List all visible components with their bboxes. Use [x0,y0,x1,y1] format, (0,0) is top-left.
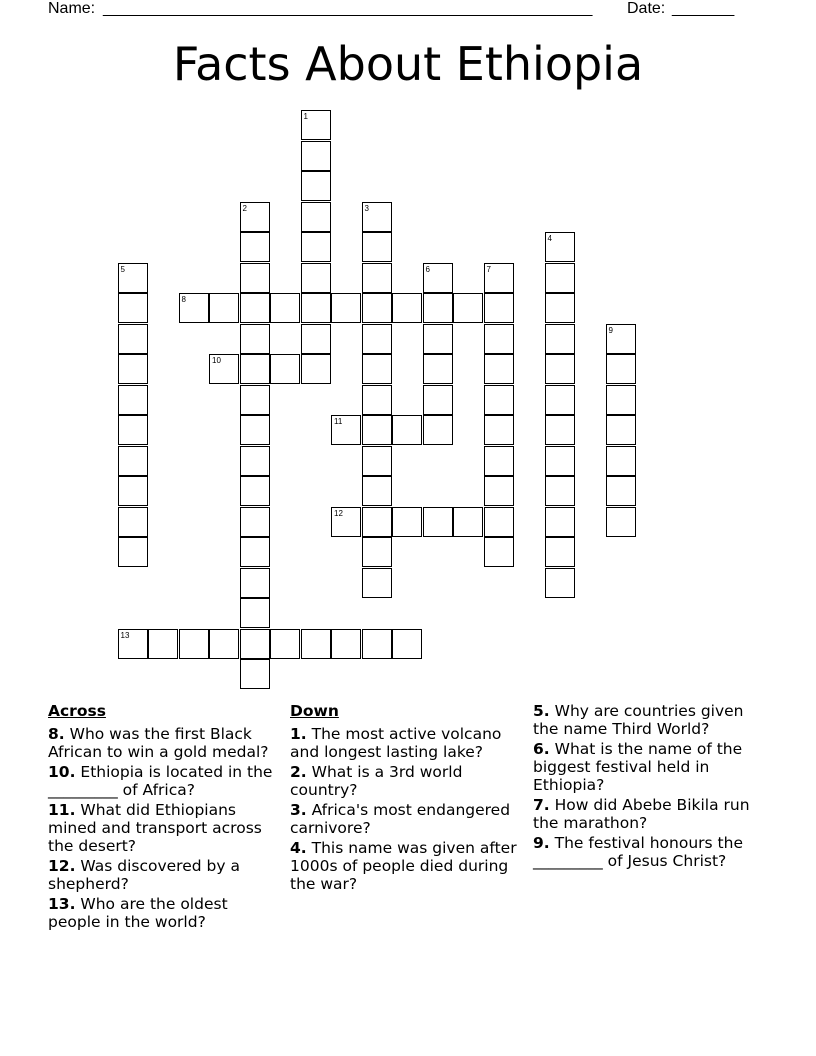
down-clues-continued [533,702,765,872]
page-title: Facts About Ethiopia [172,37,644,91]
crossword-cell[interactable] [118,354,148,384]
crossword-cell[interactable] [240,629,270,659]
crossword-cell[interactable] [606,476,636,506]
crossword-cell[interactable] [240,385,270,415]
clue-start-number: 3 [364,203,369,213]
crossword-cell[interactable] [484,507,514,537]
crossword-cell[interactable] [362,385,392,415]
clue-down-4 [290,839,522,893]
crossword-cell[interactable] [270,293,300,323]
clue-text: What is a 3rd world country? [290,763,463,799]
down-heading: Down [290,702,339,720]
crossword-cell[interactable] [301,324,331,354]
crossword-cell[interactable] [301,263,331,293]
crossword-cell[interactable] [362,568,392,598]
crossword-cell[interactable] [606,354,636,384]
clue-number: 4. [290,839,307,857]
clue-number: 3. [290,801,307,819]
crossword-cell[interactable] [118,537,148,567]
crossword-cell[interactable] [209,293,239,323]
crossword-cell[interactable] [362,415,392,445]
crossword-cell[interactable] [545,324,575,354]
crossword-cell[interactable] [545,415,575,445]
clue-start-number: 4 [547,234,552,243]
crossword-cell[interactable] [240,568,270,598]
clue-start-number: 13 [120,630,130,640]
clue-number: 11. [48,801,76,819]
crossword-cell[interactable] [484,415,514,445]
clue-text: Ethiopia is located in the _________ of Africa? [48,763,273,799]
crossword-cell[interactable] [545,446,575,476]
crossword-cell[interactable] [606,446,636,476]
crossword-cell[interactable] [484,446,514,476]
crossword-cell[interactable] [270,629,300,659]
crossword-cell[interactable] [301,202,331,232]
crossword-cell[interactable] [209,354,239,384]
clue-text: What is the name of the biggest festival held in Ethiopia? [533,740,743,794]
clue-down-9 [533,834,765,870]
crossword-cell[interactable] [392,415,422,445]
clue-start-number: 10 [212,356,221,365]
crossword-cell[interactable] [240,598,270,628]
crossword-cell[interactable] [545,354,575,384]
clue-start-number: 7 [486,264,491,274]
crossword-cell[interactable] [423,354,453,384]
crossword-cell[interactable] [301,110,331,140]
name-label: Name: [48,0,96,17]
crossword-cell[interactable] [118,263,148,293]
clue-start-number: 8 [181,295,186,304]
crossword-cell[interactable] [240,476,270,506]
clue-start-number: 2 [242,203,247,213]
clue-start-number: 12 [334,508,343,518]
crossword-cell[interactable] [484,263,514,293]
crossword-cell[interactable] [606,324,636,354]
clue-start-number: 5 [120,264,125,274]
crossword-cell[interactable] [545,476,575,506]
crossword-cell[interactable] [362,324,392,354]
crossword-cell[interactable] [545,568,575,598]
crossword-cell[interactable] [484,293,514,323]
date-field[interactable]: _______ [672,0,735,17]
crossword-cell[interactable] [423,293,453,323]
name-field[interactable]: _______________________________________________________ [103,0,593,17]
clue-number: 12. [48,857,76,875]
crossword-cell[interactable] [362,232,392,262]
crossword-cell[interactable] [545,385,575,415]
crossword-cell[interactable] [240,659,270,689]
clue-text: Africa's most endangered carnivore? [290,801,511,837]
crossword-cell[interactable] [118,385,148,415]
clue-number: 13. [48,895,76,913]
crossword-cell[interactable] [118,629,148,659]
crossword-cell[interactable] [453,507,483,537]
crossword-cell[interactable] [484,324,514,354]
crossword-cell[interactable] [423,385,453,415]
crossword-cell[interactable] [331,415,361,445]
crossword-cell[interactable] [423,324,453,354]
down-clues [290,702,522,895]
clue-across-8 [48,725,280,761]
across-heading: Across [48,702,106,720]
date-label: Date: [627,0,666,17]
clue-text: The festival honours the _________ of Jesus Christ? [533,834,743,870]
crossword-cell[interactable] [362,263,392,293]
clue-number: 6. [533,740,550,758]
crossword-cell[interactable] [240,293,270,323]
crossword-cell[interactable] [362,354,392,384]
clue-number: 9. [533,834,550,852]
crossword-cell[interactable] [240,507,270,537]
crossword-cell[interactable] [240,202,270,232]
crossword-cell[interactable] [423,263,453,293]
crossword-cell[interactable] [423,507,453,537]
crossword-cell[interactable] [362,629,392,659]
crossword-cell[interactable] [362,507,392,537]
crossword-cell[interactable] [118,476,148,506]
crossword-cell[interactable] [301,171,331,201]
crossword-cell[interactable] [240,232,270,262]
crossword-cell[interactable] [362,537,392,567]
crossword-cell[interactable] [240,446,270,476]
crossword-cell[interactable] [118,446,148,476]
crossword-cell[interactable] [362,446,392,476]
crossword-cell[interactable] [301,629,331,659]
crossword-cell[interactable] [392,293,422,323]
crossword-cell[interactable] [484,385,514,415]
crossword-cell[interactable] [240,324,270,354]
clue-number: 8. [48,725,65,743]
crossword-cell[interactable] [545,263,575,293]
crossword-cell[interactable] [118,293,148,323]
clue-down-1 [290,725,522,761]
across-clues [48,702,280,933]
crossword-cell[interactable] [484,537,514,567]
crossword-cell[interactable] [362,476,392,506]
clue-down-6 [533,740,765,794]
crossword-cell[interactable] [148,629,178,659]
clue-text: Who are the oldest people in the world? [48,895,228,931]
clue-text: Was discovered by a shepherd? [48,857,240,893]
clue-number: 10. [48,763,76,781]
crossword-cell[interactable] [606,415,636,445]
clue-start-number: 9 [608,325,613,335]
crossword-cell[interactable] [423,415,453,445]
crossword-cell[interactable] [545,232,575,262]
crossword-cell[interactable] [179,293,209,323]
clue-text: How did Abebe Bikila run the marathon? [533,796,750,832]
crossword-cell[interactable] [484,354,514,384]
clue-number: 1. [290,725,307,743]
crossword-cell[interactable] [392,507,422,537]
crossword-cell[interactable] [545,507,575,537]
clue-start-number: 6 [425,264,430,274]
crossword-cell[interactable] [118,415,148,445]
crossword-cell[interactable] [301,232,331,262]
clue-text: Who was the first Black African to win a gold medal? [48,725,269,761]
clue-number: 2. [290,763,307,781]
crossword-cell[interactable] [270,354,300,384]
clue-down-5 [533,702,765,738]
clue-start-number: 11 [334,417,343,426]
clue-number: 7. [533,796,550,814]
clue-start-number: 1 [303,112,308,121]
crossword-cell[interactable] [301,354,331,384]
crossword-cell[interactable] [545,293,575,323]
crossword-cell[interactable] [331,293,361,323]
crossword-cell[interactable] [606,507,636,537]
crossword-cell[interactable] [240,263,270,293]
crossword-cell[interactable] [331,629,361,659]
crossword-cell[interactable] [118,507,148,537]
clue-across-13 [48,895,280,931]
crossword-cell[interactable] [240,415,270,445]
clue-across-10 [48,763,280,799]
clue-number: 5. [533,702,550,720]
clue-text: The most active volcano and longest lasting lake? [290,725,502,761]
crossword-cell[interactable] [453,293,483,323]
crossword-cell[interactable] [301,293,331,323]
clue-across-11 [48,801,280,855]
crossword-cell[interactable] [209,629,239,659]
crossword-cell[interactable] [545,537,575,567]
crossword-cell[interactable] [331,507,361,537]
crossword-cell[interactable] [484,476,514,506]
crossword-cell[interactable] [362,293,392,323]
clue-across-12 [48,857,280,893]
clue-text: This name was given after 1000s of people died during the war? [290,839,517,893]
clue-text: What did Ethiopians mined and transport across the desert? [48,801,262,855]
clue-down-2 [290,763,522,799]
crossword-cell[interactable] [392,629,422,659]
crossword-cell[interactable] [240,354,270,384]
crossword-cell[interactable] [240,537,270,567]
crossword-cell[interactable] [179,629,209,659]
crossword-cell[interactable] [118,324,148,354]
crossword-cell[interactable] [301,141,331,171]
clue-down-7 [533,796,765,832]
clue-text: Why are countries given the name Third World? [533,702,744,738]
clue-down-3 [290,801,522,837]
crossword-cell[interactable] [362,202,392,232]
crossword-cell[interactable] [606,385,636,415]
